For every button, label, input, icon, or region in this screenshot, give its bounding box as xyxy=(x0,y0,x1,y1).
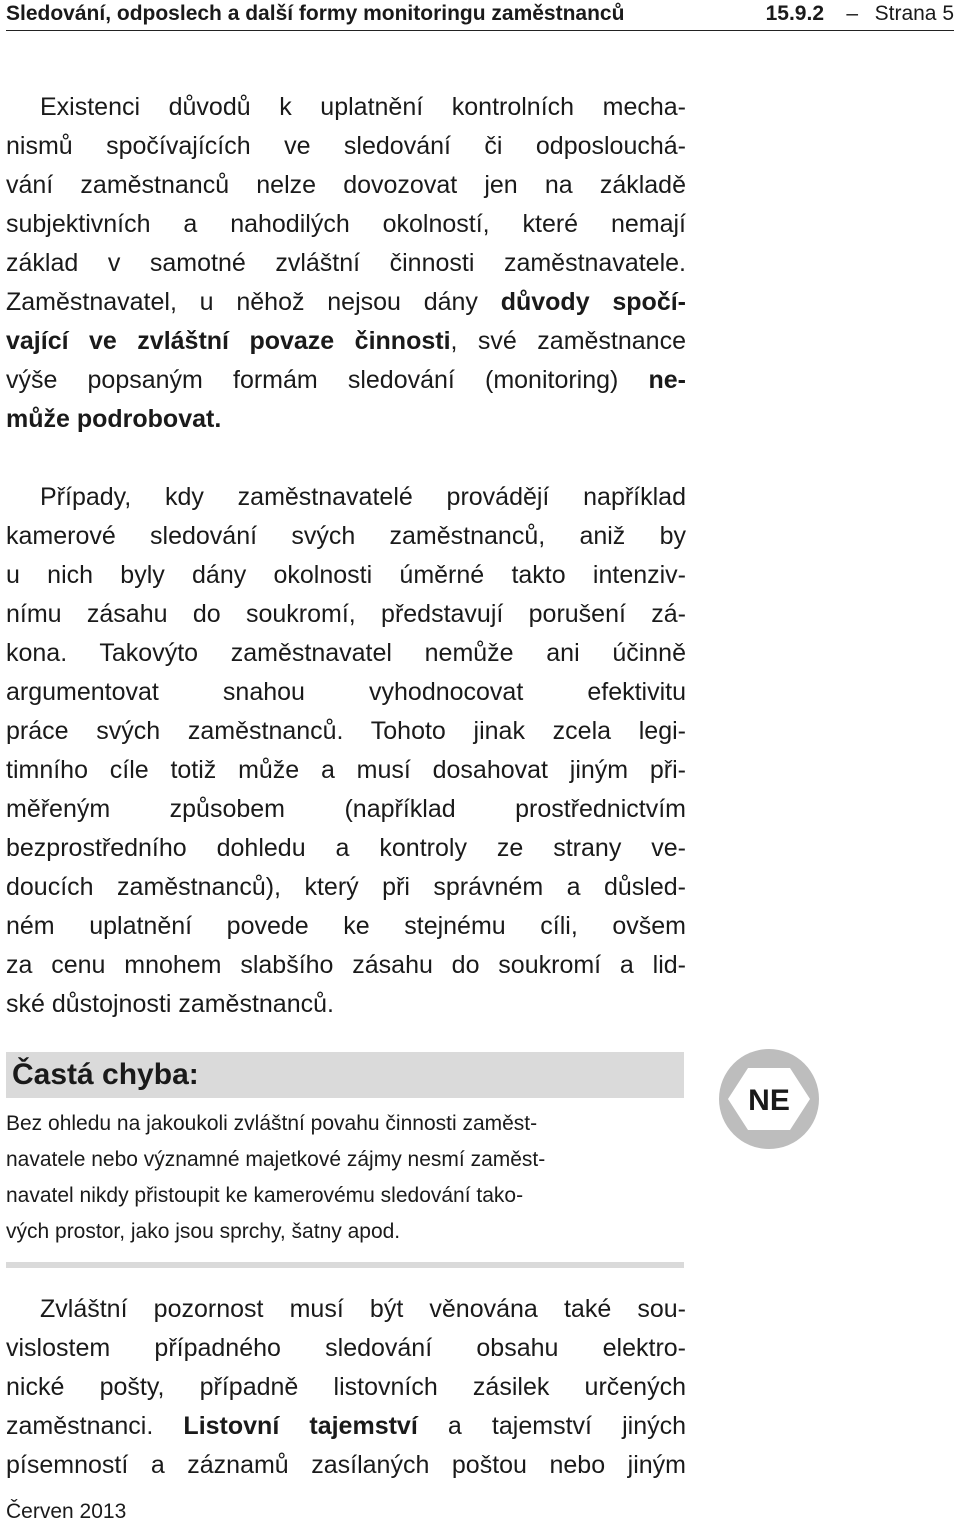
text-line: subjektivních a nahodilých okolností, které nemají xyxy=(6,210,686,238)
text-line xyxy=(6,283,686,322)
text-line: kamerové sledování svých zaměstnanců, aniž by xyxy=(6,522,686,550)
text-line: navatele nebo významné majetkové zájmy nesmí zaměst- xyxy=(6,1148,546,1171)
paragraph-correspondence-secrecy xyxy=(6,1290,686,1485)
text-line: u nich byly dány okolnosti úměrné takto intenziv- xyxy=(6,561,686,589)
text-run: a tajemství jiných xyxy=(417,1412,686,1440)
bold-phrase: může podrobovat. xyxy=(6,405,222,433)
text-line: nímu zásahu do soukromí, představují porušení zá- xyxy=(6,600,686,628)
running-header xyxy=(6,0,954,31)
text-line: písemností a záznamů zasílaných poštou nebo jiným xyxy=(6,1451,686,1479)
text-line: ném uplatnění povede ke stejnému cíli, ovšem xyxy=(6,912,686,940)
paragraph-monitoring-justification xyxy=(6,88,686,439)
header-separator: – xyxy=(846,2,858,25)
text-line: práce svých zaměstnanců. Tohoto jinak zcela legi- xyxy=(6,717,686,745)
text-line xyxy=(6,361,686,400)
text-line: navatel nikdy přistoupit ke kamerovému sledování tako- xyxy=(6,1184,524,1207)
bold-phrase: vající ve zvláštní povaze činnosti xyxy=(6,327,451,355)
text-line xyxy=(6,322,686,361)
text-line xyxy=(6,1407,686,1446)
box-bottom-rule xyxy=(6,1262,684,1268)
bold-phrase: Listovní tajemství xyxy=(183,1412,418,1440)
common-mistake-box xyxy=(6,1052,684,1268)
text-line: Případy, kdy zaměstnavatelé provádějí například xyxy=(40,483,686,511)
text-line: vých prostor, jako jsou sprchy, šatny apod. xyxy=(6,1220,401,1243)
text-line xyxy=(6,400,686,439)
header-page-number: Strana 5 xyxy=(874,2,954,25)
bold-phrase: důvody spočí- xyxy=(500,288,686,316)
text-line: kona. Takovýto zaměstnavatel nemůže ani účinně xyxy=(6,639,686,667)
footer-date: Červen 2013 xyxy=(6,1500,127,1523)
text-line: doucích zaměstnanců), který při správném a důsled- xyxy=(6,873,686,901)
text-run: zaměstnanci. xyxy=(6,1412,184,1440)
text-line: vislostem případného sledování obsahu elektro- xyxy=(6,1334,686,1362)
text-line: nické pošty, případně listovních zásilek určených xyxy=(6,1373,686,1401)
badge-label: NE xyxy=(748,1084,790,1117)
text-line: timního cíle totiž může a musí dosahovat jiným při- xyxy=(6,756,686,784)
text-line: Existenci důvodů k uplatnění kontrolních mecha- xyxy=(40,93,686,121)
text-line: nismů spočívajících ve sledování či odposlouchá- xyxy=(6,132,686,160)
text-line: vání zaměstnanců nelze dovozovat jen na základě xyxy=(6,171,686,199)
header-section-number: 15.9.2 xyxy=(765,2,824,25)
text-line: bezprostředního dohledu a kontroly ze strany ve- xyxy=(6,834,686,862)
text-line: základ v samotné zvláštní činnosti zaměstnavatele. xyxy=(6,249,686,277)
text-run: výše popsaným formám sledování (monitoring) xyxy=(6,366,649,394)
ne-badge-graphic xyxy=(718,1048,820,1150)
text-run: Zaměstnavatel, u něhož nejsou dány xyxy=(6,288,501,316)
bold-phrase: ne- xyxy=(648,366,686,394)
text-line: za cenu mnohem slabšího zásahu do soukromí a lid- xyxy=(6,951,686,979)
text-line: Zvláštní pozornost musí být věnována také sou- xyxy=(40,1295,686,1323)
text-line: Bez ohledu na jakoukoli zvláštní povahu činnosti zaměst- xyxy=(6,1112,538,1135)
text-line: argumentovat snahou vyhodnocovat efektivitu xyxy=(6,678,686,706)
text-line: ské důstojnosti zaměstnanců. xyxy=(6,990,334,1018)
paragraph-camera-surveillance xyxy=(6,478,686,1024)
common-mistake-heading: Častá chyba: xyxy=(6,1052,684,1098)
text-line: měřeným způsobem (například prostřednictvím xyxy=(6,795,686,823)
common-mistake-text xyxy=(6,1098,684,1256)
header-title: Sledování, odposlech a další formy monitoringu zaměstnanců xyxy=(6,2,625,25)
text-run: , své zaměstnance xyxy=(450,327,686,355)
ne-warning-icon xyxy=(718,1048,820,1150)
